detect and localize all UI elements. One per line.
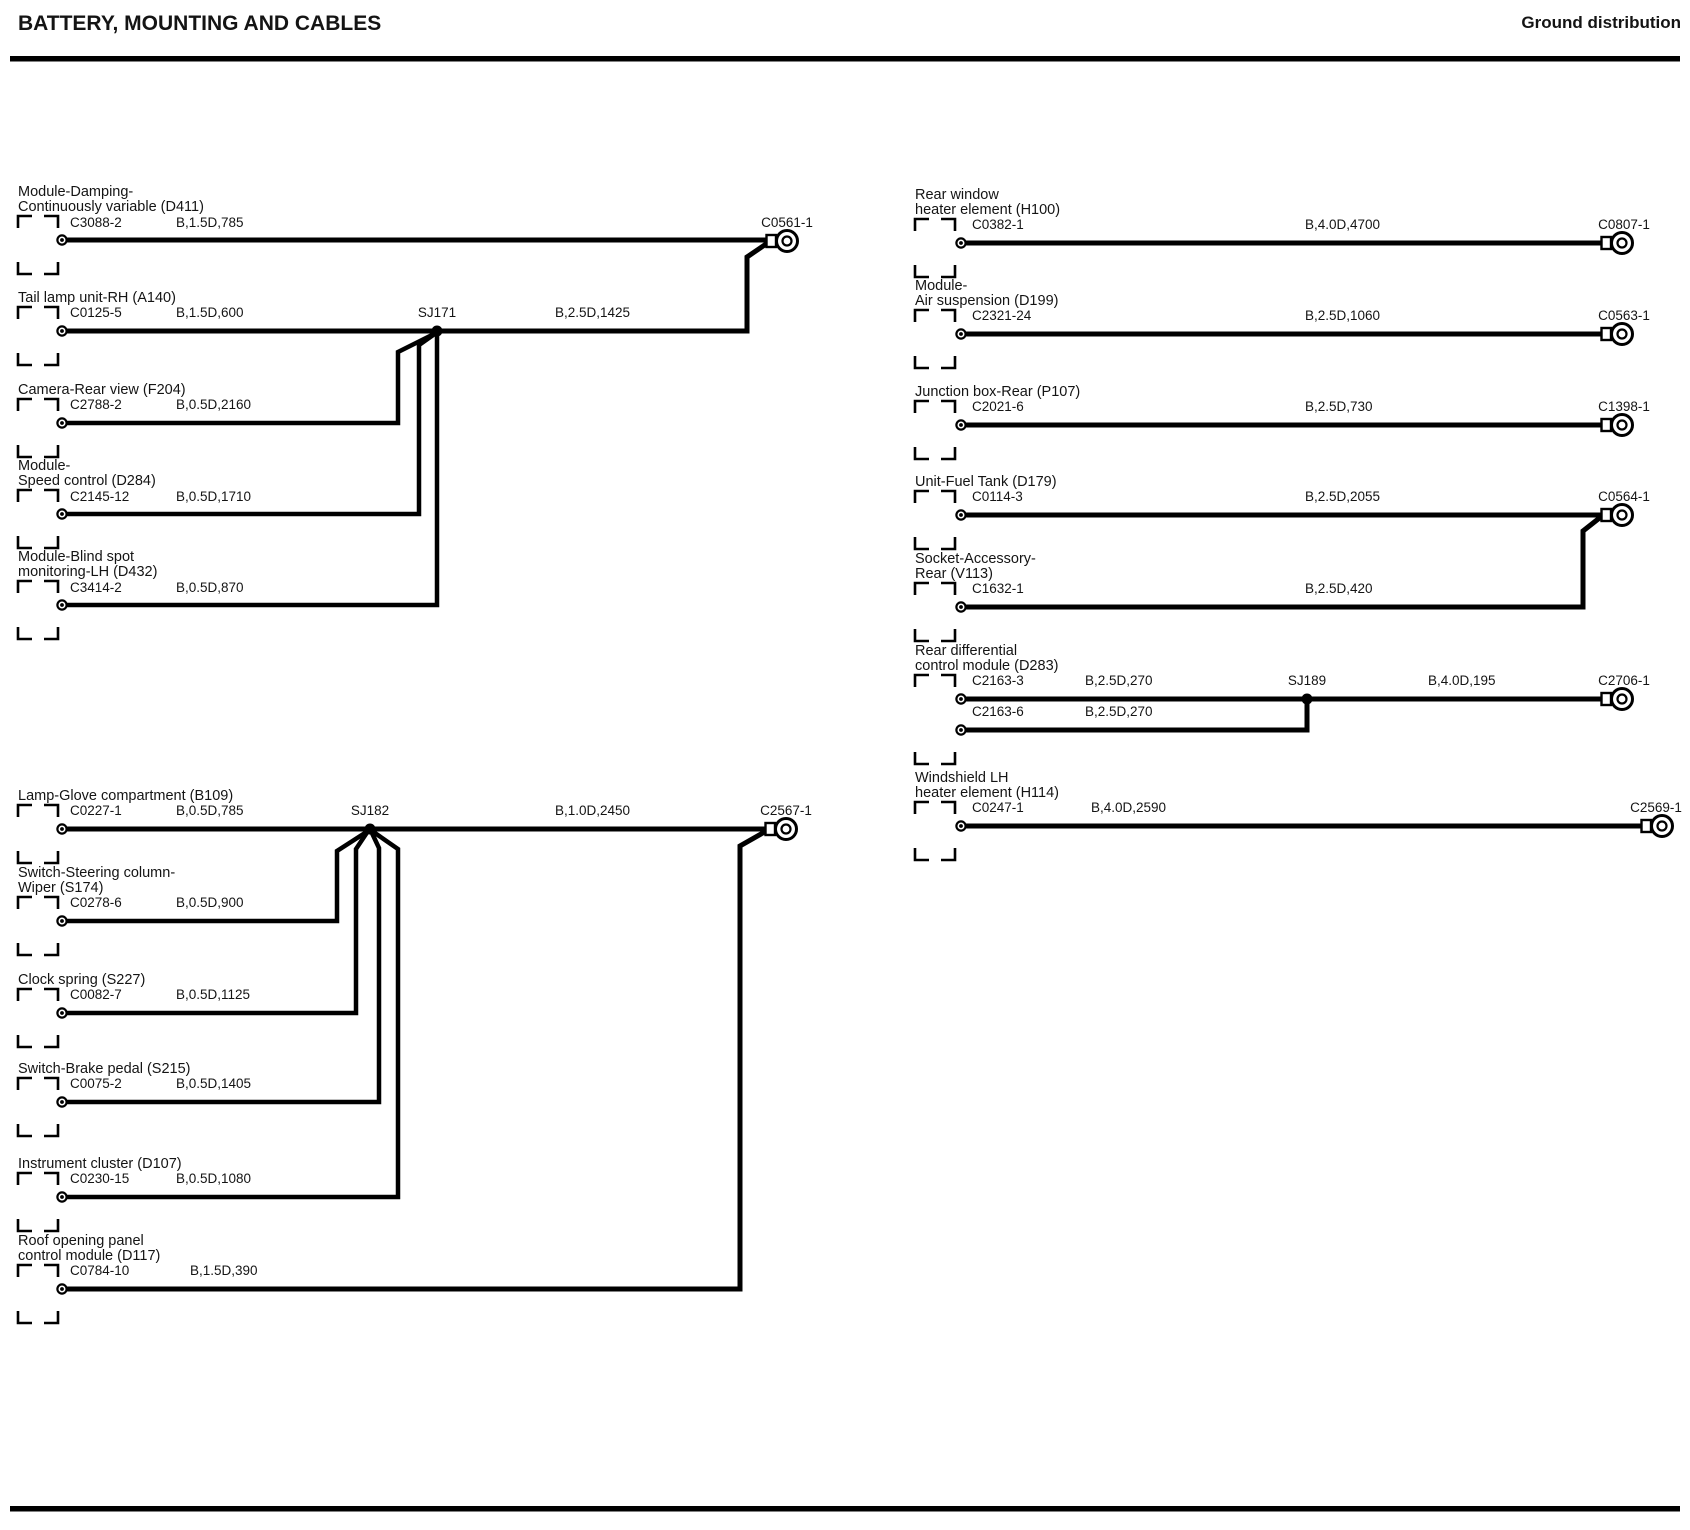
component-name: Roof opening panel bbox=[18, 1233, 144, 1249]
component-box-h114 bbox=[915, 802, 955, 860]
section-title: Ground distribution bbox=[1521, 13, 1681, 32]
connector-icon-c2163-6 bbox=[956, 725, 965, 734]
component-name: control module (D117) bbox=[18, 1248, 161, 1264]
component-name: Module- bbox=[18, 458, 71, 474]
component-name: Lamp-Glove compartment (B109) bbox=[18, 788, 234, 804]
ground-terminal-c0561-icon bbox=[767, 231, 798, 252]
wire-spec: B,0.5D,870 bbox=[176, 580, 244, 595]
connector-label: C2145-12 bbox=[70, 489, 130, 504]
component-name: heater element (H100) bbox=[915, 202, 1061, 218]
connector-label: C0230-15 bbox=[70, 1171, 130, 1186]
connector-icon-c3414 bbox=[57, 600, 66, 609]
component-name: Switch-Steering column- bbox=[18, 865, 176, 881]
component-name: heater element (H114) bbox=[915, 785, 1060, 801]
splice-sj171-icon bbox=[432, 326, 443, 337]
connector-icon-c0278 bbox=[57, 916, 66, 925]
connector-label: C0278-6 bbox=[70, 895, 122, 910]
page-title: BATTERY, MOUNTING AND CABLES bbox=[18, 12, 382, 35]
connector-label: C0784-10 bbox=[70, 1263, 130, 1278]
connector-icon-c1632 bbox=[956, 602, 965, 611]
component-box-d432 bbox=[18, 581, 58, 639]
wire-spec: B,2.5D,270 bbox=[1085, 704, 1153, 719]
connector-label: C2163-6 bbox=[972, 704, 1024, 719]
connector-icon-c0247 bbox=[956, 821, 965, 830]
component-name: control module (D283) bbox=[915, 658, 1059, 674]
ground-label: C0563-1 bbox=[1598, 308, 1650, 323]
connector-icon-c2021 bbox=[956, 420, 965, 429]
splice-label: SJ182 bbox=[350, 803, 390, 818]
wire-f204-sj171 bbox=[67, 333, 436, 423]
component-box-a140 bbox=[18, 307, 58, 365]
component-box-d283 bbox=[915, 675, 955, 764]
connector-label: C2321-24 bbox=[972, 308, 1032, 323]
component-name: Tail lamp unit-RH (A140) bbox=[18, 290, 176, 306]
wire-spec: B,0.5D,1405 bbox=[176, 1076, 252, 1091]
connector-label: C0114-3 bbox=[972, 489, 1023, 504]
wire-spec: B,4.0D,4700 bbox=[1305, 217, 1381, 232]
ground-label: C2569-1 bbox=[1630, 800, 1682, 815]
top-rule bbox=[10, 56, 1680, 62]
wire-spec: B,0.5D,900 bbox=[176, 895, 244, 910]
wire-spec: B,0.5D,2160 bbox=[176, 397, 252, 412]
component-box-d411 bbox=[18, 216, 58, 274]
component-box-d284 bbox=[18, 490, 58, 548]
component-box-d179 bbox=[915, 491, 955, 549]
connector-icon-c0082 bbox=[57, 1008, 66, 1017]
connector-icon-c2145 bbox=[57, 509, 66, 518]
component-name: Windshield LH bbox=[915, 770, 1009, 786]
ground-terminal-c2567-icon bbox=[766, 819, 797, 840]
ground-terminal-c1398-icon bbox=[1602, 415, 1633, 436]
component-box-d199 bbox=[915, 310, 955, 368]
component-box-p107 bbox=[915, 401, 955, 459]
connector-label: C0227-1 bbox=[70, 803, 122, 818]
ground-terminal-c2706-icon bbox=[1602, 689, 1633, 710]
wire-spec: B,0.5D,785 bbox=[176, 803, 244, 818]
component-name: Rear (V113) bbox=[915, 566, 993, 582]
connector-label: C3088-2 bbox=[70, 215, 122, 230]
wire-spec: B,2.5D,1060 bbox=[1305, 308, 1381, 323]
component-name: Speed control (D284) bbox=[18, 473, 156, 489]
component-name: monitoring-LH (D432) bbox=[18, 564, 158, 580]
component-box-v113 bbox=[915, 583, 955, 641]
component-name: Rear window bbox=[915, 187, 999, 203]
component-name: Clock spring (S227) bbox=[18, 972, 146, 988]
wire-spec: B,1.5D,600 bbox=[176, 305, 244, 320]
component-name: Socket-Accessory- bbox=[915, 551, 1036, 567]
component-box-s174 bbox=[18, 897, 58, 955]
component-name: Unit-Fuel Tank (D179) bbox=[915, 474, 1057, 490]
wire-spec: B,1.0D,2450 bbox=[555, 803, 631, 818]
connector-icon-c0125 bbox=[57, 326, 66, 335]
ground-label: C2706-1 bbox=[1598, 673, 1650, 688]
connector-label: C0082-7 bbox=[70, 987, 122, 1002]
component-name: Junction box-Rear (P107) bbox=[915, 384, 1081, 400]
wire-spec: B,0.5D,1710 bbox=[176, 489, 252, 504]
wire-spec: B,4.0D,2590 bbox=[1091, 800, 1167, 815]
wire-spec: B,4.0D,195 bbox=[1428, 673, 1496, 688]
wire-spec: B,2.5D,2055 bbox=[1305, 489, 1381, 504]
wire-spec: B,0.5D,1125 bbox=[176, 987, 251, 1002]
wire-spec: B,2.5D,420 bbox=[1305, 581, 1373, 596]
component-box-f204 bbox=[18, 399, 58, 457]
component-name: Camera-Rear view (F204) bbox=[18, 382, 186, 398]
connector-label: C0247-1 bbox=[972, 800, 1024, 815]
splice-sj182-icon bbox=[365, 824, 376, 835]
connector-label: C0382-1 bbox=[972, 217, 1024, 232]
ground-label: C0561-1 bbox=[761, 215, 813, 230]
component-name: Switch-Brake pedal (S215) bbox=[18, 1061, 191, 1077]
connector-icon-c2788 bbox=[57, 418, 66, 427]
connector-label: C1632-1 bbox=[972, 581, 1024, 596]
wire-spec: B,1.5D,390 bbox=[190, 1263, 258, 1278]
bottom-rule bbox=[10, 1506, 1680, 1512]
ground-label: C0807-1 bbox=[1598, 217, 1650, 232]
connector-icon-c3088 bbox=[57, 235, 66, 244]
connector-icon-c0075 bbox=[57, 1097, 66, 1106]
connector-icon-c2321 bbox=[956, 329, 965, 338]
splice-label: SJ189 bbox=[1287, 673, 1327, 688]
wire-spec: B,1.5D,785 bbox=[176, 215, 244, 230]
connector-icon-c0382 bbox=[956, 238, 965, 247]
ground-terminal-c0563-icon bbox=[1602, 324, 1633, 345]
component-name: Module-Damping- bbox=[18, 184, 134, 200]
component-name: Continuously variable (D411) bbox=[18, 199, 204, 215]
ground-label: C1398-1 bbox=[1598, 399, 1650, 414]
component-box-b109 bbox=[18, 805, 58, 863]
wire-spec: B,2.5D,730 bbox=[1305, 399, 1373, 414]
connector-label: C2163-3 bbox=[972, 673, 1024, 688]
ground-terminal-c0807-icon bbox=[1602, 233, 1633, 254]
wire-v113-ground bbox=[966, 516, 1602, 607]
connector-label: C0075-2 bbox=[70, 1076, 122, 1091]
connector-icon-c2163-3 bbox=[956, 694, 965, 703]
component-box-d117 bbox=[18, 1265, 58, 1323]
connector-icon-c0227 bbox=[57, 824, 66, 833]
component-name: Instrument cluster (D107) bbox=[18, 1156, 182, 1172]
component-box-s215 bbox=[18, 1078, 58, 1136]
component-name: Air suspension (D199) bbox=[915, 293, 1059, 309]
splice-sj189-icon bbox=[1302, 694, 1313, 705]
connector-label: C2021-6 bbox=[972, 399, 1024, 414]
connector-label: C0125-5 bbox=[70, 305, 122, 320]
component-name: Rear differential bbox=[915, 643, 1018, 659]
ground-terminal-c0564-icon bbox=[1602, 505, 1633, 526]
wire-d117-ground bbox=[67, 830, 768, 1289]
component-box-s227 bbox=[18, 989, 58, 1047]
connector-icon-c0114 bbox=[956, 510, 965, 519]
connector-label: C3414-2 bbox=[70, 580, 122, 595]
ground-terminal-c2569-icon bbox=[1642, 816, 1673, 837]
ground-label: C2567-1 bbox=[760, 803, 812, 818]
component-box-h100 bbox=[915, 219, 955, 277]
wire-spec: B,2.5D,270 bbox=[1085, 673, 1153, 688]
ground-label: C0564-1 bbox=[1598, 489, 1650, 504]
wire-spec: B,0.5D,1080 bbox=[176, 1171, 252, 1186]
connector-label: C2788-2 bbox=[70, 397, 122, 412]
connector-icon-c0784 bbox=[57, 1284, 66, 1293]
component-name: Module-Blind spot bbox=[18, 549, 135, 565]
wire-spec: B,2.5D,1425 bbox=[555, 305, 631, 320]
splice-label: SJ171 bbox=[417, 305, 457, 320]
component-box-d107 bbox=[18, 1173, 58, 1231]
connector-icon-c0230 bbox=[57, 1192, 66, 1201]
component-name: Module- bbox=[915, 278, 968, 294]
component-name: Wiper (S174) bbox=[18, 880, 104, 896]
